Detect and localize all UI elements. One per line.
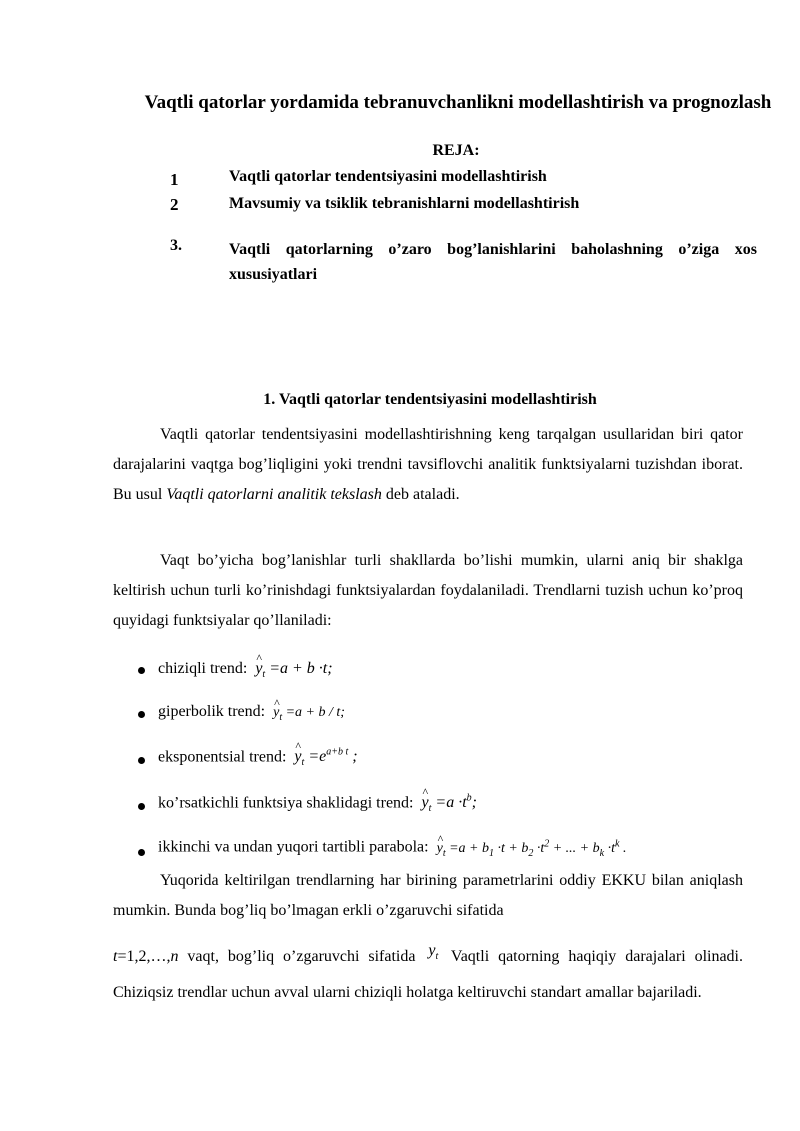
plan-item-1-text: Vaqtli qatorlar tendentsiyasini modellashtirish	[229, 168, 547, 185]
analytic-smoothing-term: Vaqtli qatorlarni analitik tekslash	[166, 486, 382, 503]
hyperbolic-trend-formula: ^ $y_t =a + b / t$;	[273, 705, 345, 720]
bullet-dot	[138, 661, 145, 679]
power-trend-formula: ^ $y_t =a \cdot t^b$;	[422, 794, 477, 811]
bullet-linear-trend: chiziqli trend: ^ $y_t =a + b \cdot t$;	[158, 660, 333, 680]
plan-item-1-number: 1	[170, 170, 179, 189]
plan-item-3-number: 3.	[170, 237, 182, 254]
variable-yt: $y_t$	[428, 942, 439, 963]
plan-item-2-text: Mavsumiy va tsiklik tebranishlarni modellashtirish	[229, 195, 580, 212]
exponential-trend-formula: ^ $y_t =e^{a+b t}$ ;	[294, 748, 357, 765]
plan-label: REJA:	[432, 142, 480, 159]
section-heading: 1. Vaqtli qatorlar tendentsiyasini modellashtirish	[263, 391, 597, 408]
plan-item-2-number: 2	[170, 195, 179, 214]
bullet-hyperbolic-trend: giperbolik trend: ^ $y_t =a + b / t$;	[158, 703, 345, 723]
paragraph-3-continued: t=1,2,…,n vaqt, bog’liq o’zgaruvchi sifatida $y_t$ Vaqtli qatorning haqiqiy darajalari olinadi. Chiziqsiz trendlar uchun avval ularni chiziqli holatga keltiruvchi standart amallar bajariladi.	[113, 942, 744, 1002]
bullet-dot	[138, 705, 145, 723]
bullet-dot	[138, 797, 145, 815]
bullet-dot	[138, 751, 145, 769]
paragraph-1: Vaqtli qatorlar tendentsiyasini modellashtirishning keng tarqalgan usullaridan biri qator darajalarini vaqtga bog’liqligini yoki trendni tavsiflovchi analitik funktsiyalarni tuzishdan iborat. Bu usul Vaqtli qatorlarni analitik tekslash deb ataladi.	[113, 426, 743, 503]
variable-n: n	[170, 948, 179, 965]
bullet-power-trend: ko’rsatkichli funktsiya shaklidagi trend: ^ $y_t =a \cdot t^b$;	[158, 793, 477, 815]
plan-item-3-text: Vaqtli qatorlarning o’zaro bog’lanishlarini baholashning o’ziga xos xususiyatlari	[229, 241, 757, 283]
page-title: Vaqtli qatorlar yordamida tebranuvchanlikni modellashtirish va prognozlash	[144, 92, 772, 113]
bullet-dot	[138, 843, 145, 861]
bullet-parabola-trend: ikkinchi va undan yuqori tartibli parabola: ^ $y_t =a + b_1 \cdot t + b_2 \cdot t^2$ + ... + $b_k \cdot t^k$ .	[158, 838, 626, 858]
paragraph-3: Yuqorida keltirilgan trendlarning har birining parametrlarini oddiy EKKU bilan aniqlash mumkin. Bunda bog’liq bo’lmagan erkli o’zgaruvchi sifatida	[113, 872, 743, 919]
parabola-trend-formula: ^ $y_t =a + b_1 \cdot t + b_2 \cdot t^2$ + ... + $b_k \cdot t^k$ .	[437, 841, 627, 856]
linear-trend-formula: ^ $y_t =a + b \cdot t$;	[255, 660, 332, 677]
bullet-exponential-trend: eksponentsial trend: ^ $y_t =e^{a+b t}$ ;	[158, 747, 358, 769]
paragraph-2: Vaqt bo’yicha bog’lanishlar turli shakllarda bo’lishi mumkin, ularni aniq bir shaklga keltirish uchun turli ko’rinishdagi funktsiyalardan foydalaniladi. Trendlarni tuzish uchun ko’proq quyidagi funktsiyalar qo’llaniladi:	[113, 552, 743, 629]
variable-t: t	[113, 948, 118, 965]
